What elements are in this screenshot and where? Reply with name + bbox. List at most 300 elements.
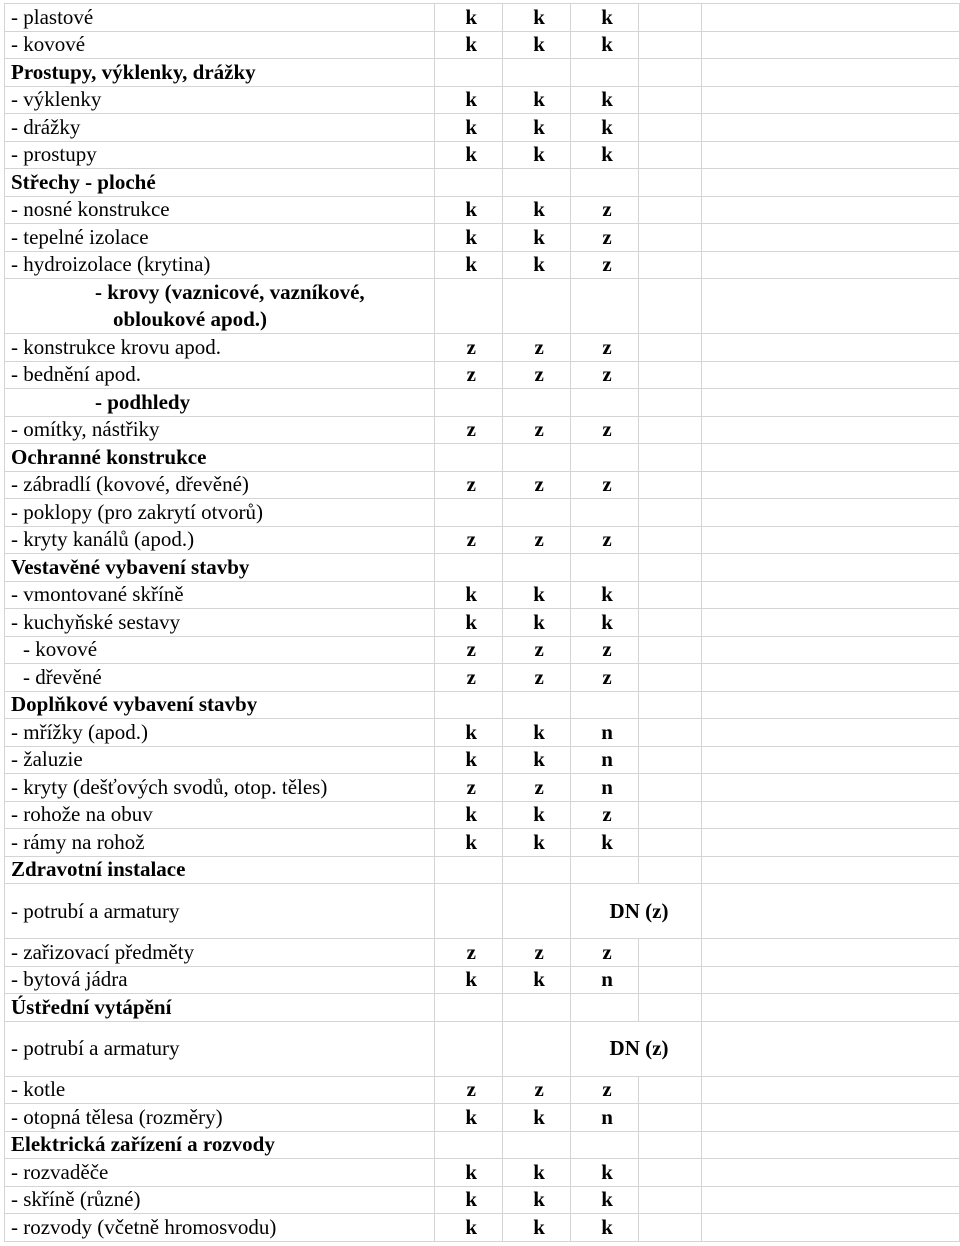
- empty-cell: [702, 1186, 960, 1214]
- empty-cell: [638, 526, 702, 554]
- value-cell-1: z: [434, 361, 502, 389]
- value-cell-3: z: [570, 1076, 638, 1104]
- item-label: [5, 774, 435, 802]
- item-label-text: - krovy (vaznicové, vazníkové,: [95, 280, 365, 304]
- value-cell-3: [570, 279, 638, 334]
- value-cell-1: [434, 994, 502, 1022]
- value-cell-2: [502, 691, 570, 719]
- empty-cell: [638, 746, 702, 774]
- value-cell-3: k: [570, 114, 638, 142]
- value-cell-1: k: [434, 609, 502, 637]
- item-label-text: - rohože na obuv: [11, 802, 153, 827]
- empty-cell: [638, 829, 702, 857]
- value-cell-1: z: [434, 1076, 502, 1104]
- table-row: [5, 966, 960, 994]
- table-row: [5, 526, 960, 554]
- value-cell-3: [570, 554, 638, 582]
- empty-cell: [638, 169, 702, 197]
- item-label-text: - konstrukce krovu apod.: [11, 334, 221, 359]
- empty-cell: [638, 1076, 702, 1104]
- value-cell-2: k: [502, 746, 570, 774]
- item-label: [5, 526, 435, 554]
- empty-cell: [702, 856, 960, 884]
- table-row: [5, 801, 960, 829]
- empty-cell: [702, 1021, 960, 1076]
- section-header-row: [5, 554, 960, 582]
- table-row: [5, 86, 960, 114]
- empty-cell: [638, 664, 702, 692]
- item-label: [5, 581, 435, 609]
- value-cell-3: [570, 691, 638, 719]
- value-cell-3: [570, 169, 638, 197]
- value-cell-empty: [502, 884, 570, 939]
- value-cell-1: k: [434, 1104, 502, 1132]
- value-cell-2: k: [502, 4, 570, 32]
- value-cell-3: k: [570, 1214, 638, 1242]
- value-cell-3: z: [570, 196, 638, 224]
- value-cell-2: k: [502, 141, 570, 169]
- empty-cell: [702, 59, 960, 87]
- empty-cell: [702, 31, 960, 59]
- value-cell-1: k: [434, 1214, 502, 1242]
- value-cell-1: [434, 691, 502, 719]
- section-header-row: [5, 59, 960, 87]
- empty-cell: [702, 1131, 960, 1159]
- value-cell-1: z: [434, 939, 502, 967]
- empty-cell: [638, 994, 702, 1022]
- item-label-text: - potrubí a armatury: [11, 1036, 180, 1060]
- item-label-text: - potrubí a armatury: [11, 898, 180, 923]
- item-label: [5, 664, 435, 692]
- item-label: [5, 801, 435, 829]
- empty-cell: [702, 4, 960, 32]
- value-cell-3: [570, 389, 638, 417]
- value-cell-3: n: [570, 966, 638, 994]
- empty-cell: [638, 416, 702, 444]
- table-row: [5, 1104, 960, 1132]
- empty-cell: [638, 444, 702, 472]
- empty-cell: [702, 801, 960, 829]
- section-title: [5, 994, 435, 1022]
- value-cell-2: z: [502, 526, 570, 554]
- table-row: [5, 1186, 960, 1214]
- table-row: [5, 609, 960, 637]
- item-label: [5, 1214, 435, 1242]
- value-cell-2: k: [502, 1159, 570, 1187]
- section-header-row: [5, 169, 960, 197]
- item-label: [5, 884, 435, 939]
- item-label: [5, 196, 435, 224]
- item-label: [5, 636, 435, 664]
- value-cell-3: k: [570, 609, 638, 637]
- value-cell-3: k: [570, 1159, 638, 1187]
- item-label-text: - rozvaděče: [11, 1159, 109, 1184]
- item-label-text: Ochranné konstrukce: [11, 444, 207, 469]
- value-cell-3: [570, 444, 638, 472]
- value-cell-1: z: [434, 664, 502, 692]
- value-cell-3: [570, 499, 638, 527]
- empty-cell: [638, 224, 702, 252]
- empty-cell: [638, 59, 702, 87]
- table-row: [5, 1159, 960, 1187]
- table-row: [5, 1214, 960, 1242]
- value-cell-3: [570, 59, 638, 87]
- value-cell-1: k: [434, 1159, 502, 1187]
- empty-cell: [638, 389, 702, 417]
- item-label-text: - kovové: [11, 32, 86, 57]
- empty-cell: [638, 86, 702, 114]
- empty-cell: [702, 966, 960, 994]
- value-cell-2: k: [502, 251, 570, 279]
- value-cell-1: [434, 59, 502, 87]
- value-cell-3: z: [570, 636, 638, 664]
- empty-cell: [702, 169, 960, 197]
- value-cell-3: k: [570, 4, 638, 32]
- value-cell-3: z: [570, 664, 638, 692]
- section-header-row: [5, 444, 960, 472]
- value-cell-empty: [502, 1021, 570, 1076]
- value-cell-1: z: [434, 471, 502, 499]
- section-header-row: [5, 1131, 960, 1159]
- item-label-text: - drážky: [11, 114, 81, 139]
- value-cell-3: k: [570, 141, 638, 169]
- value-cell-1: [434, 389, 502, 417]
- document-page: [4, 3, 960, 1242]
- table-row: [5, 224, 960, 252]
- value-cell-2: [502, 554, 570, 582]
- item-label-text: - plastové: [11, 4, 94, 29]
- item-label-text: - tepelné izolace: [11, 224, 149, 249]
- value-cell-1: k: [434, 966, 502, 994]
- value-cell-3: z: [570, 361, 638, 389]
- item-label-text: - podhledy: [95, 389, 191, 414]
- empty-cell: [638, 1214, 702, 1242]
- table-row: [5, 31, 960, 59]
- table-row: [5, 829, 960, 857]
- section-header-row: [5, 856, 960, 884]
- value-cell-1: k: [434, 801, 502, 829]
- value-cell-2: z: [502, 471, 570, 499]
- value-cell-1: k: [434, 196, 502, 224]
- value-cell-2: k: [502, 1186, 570, 1214]
- table-row: [5, 141, 960, 169]
- value-cell-1: z: [434, 774, 502, 802]
- value-cell-1: k: [434, 141, 502, 169]
- item-label-text: Prostupy, výklenky, drážky: [11, 59, 256, 84]
- section-title: [5, 1131, 435, 1159]
- item-label-text: Vestavěné vybavení stavby: [11, 554, 250, 579]
- empty-cell: [702, 664, 960, 692]
- value-cell-2: [502, 856, 570, 884]
- value-cell-1: k: [434, 224, 502, 252]
- item-label: [5, 114, 435, 142]
- item-label: [5, 746, 435, 774]
- value-cell-3: n: [570, 1104, 638, 1132]
- item-label-text: - prostupy: [11, 142, 97, 167]
- section-title: [5, 444, 435, 472]
- table-row: [5, 664, 960, 692]
- value-cell-2: k: [502, 719, 570, 747]
- item-label-text: - nosné konstrukce: [11, 197, 170, 222]
- item-label: [5, 471, 435, 499]
- value-cell-2: k: [502, 224, 570, 252]
- value-cell-2: [502, 389, 570, 417]
- empty-cell: [638, 251, 702, 279]
- section-header-row: [5, 994, 960, 1022]
- item-label-text: - rámy na rohož: [11, 829, 145, 854]
- empty-cell: [638, 31, 702, 59]
- value-cell-1: [434, 1131, 502, 1159]
- value-cell-3: z: [570, 526, 638, 554]
- empty-cell: [702, 581, 960, 609]
- item-label-text: Doplňkové vybavení stavby: [11, 692, 258, 717]
- table-row: [5, 581, 960, 609]
- value-cell-3: k: [570, 31, 638, 59]
- value-cell-1: z: [434, 636, 502, 664]
- item-label-text: - skříně (různé): [11, 1187, 141, 1212]
- value-cell-2: k: [502, 1104, 570, 1132]
- empty-cell: [638, 1131, 702, 1159]
- empty-cell: [702, 251, 960, 279]
- empty-cell: [638, 196, 702, 224]
- empty-cell: [702, 86, 960, 114]
- empty-cell: [702, 746, 960, 774]
- empty-cell: [638, 801, 702, 829]
- item-label: [5, 499, 435, 527]
- value-cell-3: z: [570, 251, 638, 279]
- item-label-text: - kotle: [11, 1077, 66, 1102]
- value-cell-3: k: [570, 86, 638, 114]
- item-label-text: - výklenky: [11, 87, 102, 112]
- value-cell-3: z: [570, 416, 638, 444]
- value-cell-2: k: [502, 196, 570, 224]
- value-cell-3: z: [570, 471, 638, 499]
- specification-table: [4, 3, 960, 1242]
- empty-cell: [702, 719, 960, 747]
- value-cell-2: [502, 444, 570, 472]
- value-cell-2: z: [502, 939, 570, 967]
- item-label: [5, 966, 435, 994]
- item-label-text: - poklopy (pro zakrytí otvorů): [11, 499, 263, 524]
- item-label-text: - otopná tělesa (rozměry): [11, 1104, 223, 1129]
- table-row: [5, 416, 960, 444]
- item-label: [5, 224, 435, 252]
- empty-cell: [638, 774, 702, 802]
- table-row: [5, 719, 960, 747]
- item-label: [5, 829, 435, 857]
- table-row: [5, 389, 960, 417]
- empty-cell: [702, 691, 960, 719]
- empty-cell: [702, 526, 960, 554]
- value-cell-1: k: [434, 4, 502, 32]
- item-label-text: - žaluzie: [11, 747, 83, 772]
- table-row: [5, 939, 960, 967]
- item-label: [5, 719, 435, 747]
- empty-cell: [638, 1186, 702, 1214]
- item-label: [5, 1021, 435, 1076]
- value-cell-1: k: [434, 31, 502, 59]
- value-cell-1: k: [434, 251, 502, 279]
- section-title: [5, 169, 435, 197]
- item-label: [5, 251, 435, 279]
- value-cell-3: [570, 994, 638, 1022]
- table-row: [5, 279, 960, 334]
- value-cell-2: [502, 279, 570, 334]
- item-label: [5, 609, 435, 637]
- value-cell-2: [502, 1131, 570, 1159]
- empty-cell: [702, 361, 960, 389]
- item-label-text: - mřížky (apod.): [11, 719, 149, 744]
- empty-cell: [702, 499, 960, 527]
- value-cell-2: z: [502, 361, 570, 389]
- table-row: [5, 499, 960, 527]
- empty-cell: [702, 416, 960, 444]
- empty-cell: [638, 1159, 702, 1187]
- item-label-text: - kovové: [23, 637, 98, 662]
- empty-cell: [638, 856, 702, 884]
- value-cell-3: z: [570, 939, 638, 967]
- value-cell-1: k: [434, 719, 502, 747]
- section-header-row: [5, 691, 960, 719]
- empty-cell: [702, 1214, 960, 1242]
- value-cell-empty: [434, 884, 502, 939]
- table-row: [5, 334, 960, 362]
- empty-cell: [702, 774, 960, 802]
- item-label: [5, 416, 435, 444]
- value-cell-3: n: [570, 719, 638, 747]
- item-label-text: - hydroizolace (krytina): [11, 252, 211, 277]
- empty-cell: [702, 829, 960, 857]
- value-cell-1: [434, 499, 502, 527]
- item-label: [5, 389, 435, 417]
- value-cell-3: k: [570, 829, 638, 857]
- item-label-text: Střechy - ploché: [11, 169, 156, 194]
- value-cell-2: z: [502, 416, 570, 444]
- value-cell-1: [434, 856, 502, 884]
- empty-cell: [638, 966, 702, 994]
- item-label-text: - bednění apod.: [11, 362, 142, 387]
- empty-cell: [638, 361, 702, 389]
- item-label-continuation: obloukové apod.): [113, 307, 268, 331]
- section-title: [5, 59, 435, 87]
- table-row: [5, 636, 960, 664]
- item-label-text: Zdravotní instalace: [11, 857, 186, 882]
- value-cell-3: n: [570, 746, 638, 774]
- empty-cell: [702, 334, 960, 362]
- item-label-text: - zařizovací předměty: [11, 939, 195, 964]
- value-cell-2: k: [502, 31, 570, 59]
- empty-cell: [638, 114, 702, 142]
- empty-cell: [638, 4, 702, 32]
- item-label: [5, 1076, 435, 1104]
- specification-table-body: [5, 4, 960, 1242]
- table-row: [5, 251, 960, 279]
- empty-cell: [638, 939, 702, 967]
- item-label: [5, 334, 435, 362]
- value-cell-2: [502, 169, 570, 197]
- empty-cell: [638, 636, 702, 664]
- empty-cell: [702, 444, 960, 472]
- value-cell-1: k: [434, 1186, 502, 1214]
- item-label-text: Elektrická zařízení a rozvody: [11, 1132, 275, 1157]
- table-row: [5, 196, 960, 224]
- value-cell-1: k: [434, 86, 502, 114]
- value-cell-3: z: [570, 801, 638, 829]
- value-cell-empty: [434, 1021, 502, 1076]
- item-label: [5, 86, 435, 114]
- value-cell-2: z: [502, 334, 570, 362]
- item-label: [5, 1186, 435, 1214]
- value-cell-3: k: [570, 581, 638, 609]
- table-row: [5, 114, 960, 142]
- empty-cell: [638, 1104, 702, 1132]
- item-label: [5, 4, 435, 32]
- item-label: [5, 279, 435, 334]
- item-label: [5, 31, 435, 59]
- value-cell-2: k: [502, 114, 570, 142]
- empty-cell: [638, 581, 702, 609]
- table-row: [5, 471, 960, 499]
- table-row: [5, 1076, 960, 1104]
- value-cell-2: k: [502, 966, 570, 994]
- value-cell-2: z: [502, 774, 570, 802]
- value-cell-1: k: [434, 581, 502, 609]
- empty-cell: [702, 884, 960, 939]
- value-cell-1: [434, 444, 502, 472]
- empty-cell: [702, 279, 960, 334]
- item-label-text: - vmontované skříně: [11, 582, 184, 607]
- value-cell-3: n: [570, 774, 638, 802]
- empty-cell: [702, 196, 960, 224]
- item-label-text: - kryty (dešťových svodů, otop. těles): [11, 774, 328, 799]
- value-cell-3: [570, 1131, 638, 1159]
- value-cell-2: z: [502, 1076, 570, 1104]
- dn-value: DN (z): [570, 884, 702, 939]
- item-label-text: - bytová jádra: [11, 967, 128, 992]
- empty-cell: [638, 554, 702, 582]
- item-label-text: - omítky, nástřiky: [11, 417, 160, 442]
- empty-cell: [702, 389, 960, 417]
- empty-cell: [702, 1159, 960, 1187]
- empty-cell: [638, 471, 702, 499]
- item-label-text: - kryty kanálů (apod.): [11, 527, 195, 552]
- empty-cell: [638, 499, 702, 527]
- value-cell-1: k: [434, 746, 502, 774]
- section-title: [5, 856, 435, 884]
- item-label-text: - kuchyňské sestavy: [11, 609, 181, 634]
- value-cell-2: z: [502, 664, 570, 692]
- empty-cell: [702, 939, 960, 967]
- value-cell-2: [502, 499, 570, 527]
- table-row: [5, 4, 960, 32]
- empty-cell: [702, 141, 960, 169]
- value-cell-2: [502, 994, 570, 1022]
- value-cell-1: [434, 279, 502, 334]
- item-label: [5, 141, 435, 169]
- item-label-text: - zábradlí (kovové, dřevěné): [11, 472, 249, 497]
- empty-cell: [702, 636, 960, 664]
- value-cell-3: [570, 856, 638, 884]
- empty-cell: [702, 224, 960, 252]
- dn-value: DN (z): [570, 1021, 702, 1076]
- empty-cell: [702, 554, 960, 582]
- value-cell-2: k: [502, 609, 570, 637]
- empty-cell: [702, 609, 960, 637]
- section-title: [5, 691, 435, 719]
- table-row: [5, 1021, 960, 1076]
- value-cell-2: [502, 59, 570, 87]
- value-cell-2: k: [502, 1214, 570, 1242]
